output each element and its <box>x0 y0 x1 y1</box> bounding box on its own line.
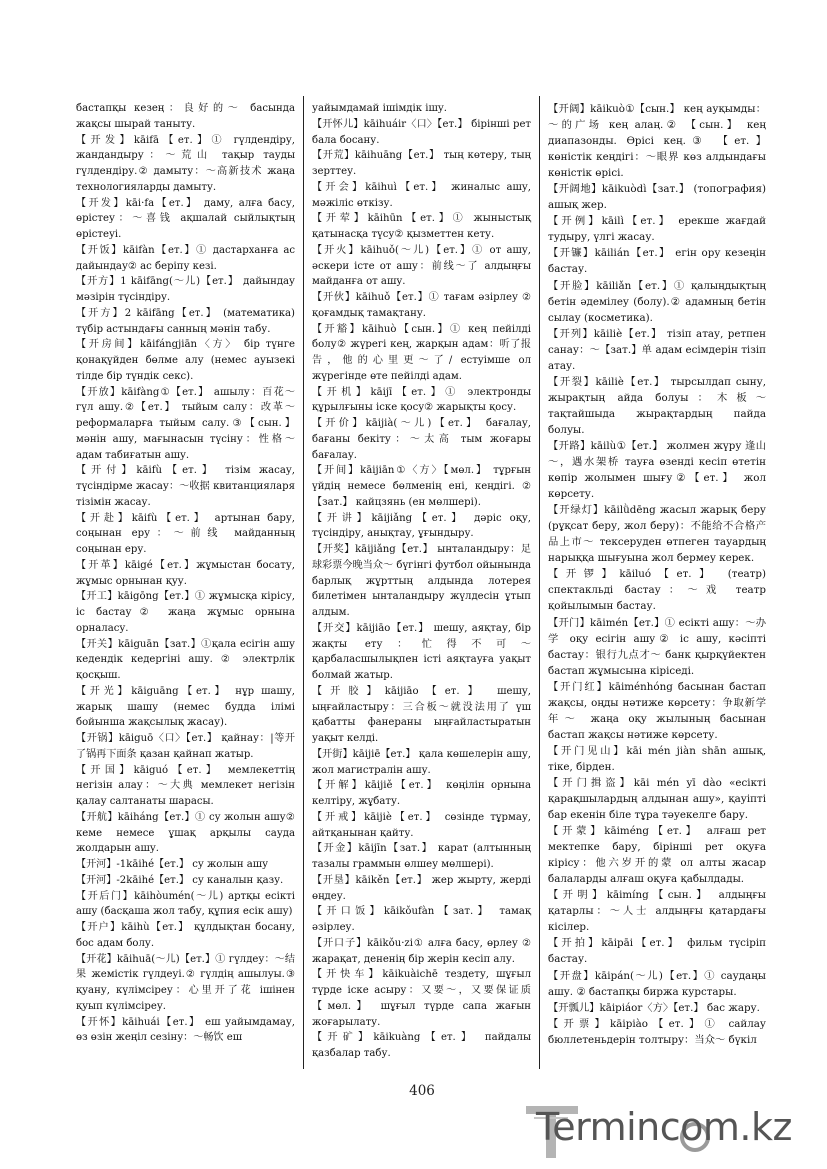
entry: 【开会】kāihuì【ет.】 жиналыс ашу, мәжіліс өткізу. <box>312 181 531 209</box>
entry: 【开方】2 kāifāng【ет.】 (математика) түбір астындағы санның мәнін табу. <box>76 307 295 335</box>
entry: 【开门红】kāiménhóng басынан бастап жақсы, оңды нәтиже көрсету：争取新学年～ жаңа оқу жылының басынан бастап жақсы нәтиже көрсету. <box>548 680 766 741</box>
entry: 【开花】kāihuā(～儿)【ет.】① гүлдеу：～结果 жемістік гүлдеуі.② гүлдің ашылуы.③ қуану, күлімсіреу：心里开了花 ішінен қуып күлімсіреу. <box>76 953 295 1012</box>
entry: 【开脸】kāiliǎn【ет.】① қалыңдықтың бетін әдемілеу (болу).② адамның бетін сылау (косметика). <box>548 279 766 324</box>
entry: 【开奖】kāijiǎng【ет.】 ынталандыру：足球彩票今晚当众～ бүгінгі футбол ойынында барлық жұрттың алдында лотерея билетімен ынталандыру жүлдесін ұтып алдым. <box>312 544 531 618</box>
entry: 【开门见山】kāi mén jiàn shān ашық, тіке, бірден. <box>548 744 766 773</box>
column-divider <box>539 96 540 1069</box>
entry: 【开赴】kāifù【ет.】 артынан бару, соңынан еру：～前线 майданның соңынан еру. <box>76 512 295 555</box>
entry: 【开例】kāilì【ет.】 ерекше жағдай тудыру, үлгі жасау. <box>548 215 766 244</box>
entry: 【开荒】kāihuāng【ет.】 тың көтеру, тың зерттеу. <box>312 150 531 177</box>
column-divider <box>303 96 304 1069</box>
entry: 【开河】-1kāihé【ет.】 су жолын ашу <box>76 859 269 870</box>
entry: 【开裂】kāiliè【ет.】 тырсылдап сыну, жырақтың айда болуы：木板～ тақтайшыда жырақтардың пайда болуы. <box>548 375 766 436</box>
entry: 【开拍】kāipāi【ет.】 фильм түсіріп бастау. <box>548 937 766 966</box>
entry: 【开锅】kāiguō〈口〉【ет.】 қайнау：|等开了锅再下面条 қазан қайнап жатыр. <box>76 733 295 760</box>
entry: 【开门】kāimén【ет.】① есікті ашу：～办学 оқу есігін ашу② іс ашу, кәсіпті бастау：银行九点才～ банк қырқүйектен бастап жұмысына кіріседі. <box>548 616 766 677</box>
page-number: 406 <box>409 1083 435 1099</box>
entry: 【开矿】kāikuàng【ет.】 пайдалы қазбалар табу. <box>312 1032 531 1059</box>
entry: 【开解】kāijiě【ет.】 көңілін орнына келтіру, жұбату. <box>312 780 531 807</box>
entry: 【开价】kāijià(～儿)【ет.】 бағалау, бағаны бекіту：～太高 тым жоғары бағалау. <box>312 418 531 461</box>
entry: 【开绿灯】kāilǜdēng жасыл жарық беру (рұқсат беру, жол беру)：不能给不合格产品上市～ тексеруден өтпеген тауардың нарыққа шығуына жол бермеу керек. <box>548 504 766 565</box>
entry: 【开发】kāi·fa【ет.】 даму, алға басу, өрістеу：～喜钱 ақшалай сыйлықтың өрістеуі. <box>76 197 295 240</box>
entry: 【开房间】kāifángjiān〈方〉 бір түнге қонақүйден бөлме алу (немес ауызекі тілде бір түндік секс). <box>76 339 295 382</box>
entry: 【开路】kāilù①【ет.】 жолмен жүру 逢山～，遇水架桥 тауға өзенді кесіп өтетін көпір жолымен шығу②【ет.】 жол көрсету. <box>548 439 766 501</box>
entry: 【开胶】kāijiāo【ет.】 шешу, ыңғайластыру：三合板～就没法用了 үш қабатты фанераны ыңғайластыратын уақыт келді. <box>312 685 531 744</box>
entry: 【开门揖盗】kāi mén yī dào «есікті қарақшылардың алдынан ашу», қауіпті бар екенін біле тұра тәуекелге бару. <box>548 776 766 822</box>
dictionary-column-3 <box>548 101 766 1048</box>
entry: 【开付】kāifù【ет.】 тізім жасау, түсіндірме жасау：～收据 квитанцияларя тізімін жасау. <box>76 465 295 508</box>
entry: 【开饭】kāifàn【ет.】① дастарханға ас дайындау② ас беріпу кезі. <box>76 244 295 272</box>
entry: 【开蒙】kāiméng【ет.】 алғаш рет мектепке бару, бірінші рет оқуға кірісу：他六岁开的蒙 ол алты жасар балаларды алғаш оқуға қабылдады. <box>548 825 766 886</box>
entry: 【开光】kāiguāng【ет.】 нұр шашу, жарық шашу (немес будда ілімі бойынша жақсылық жасау). <box>76 685 295 729</box>
entry: 【开金】kāijīn【зат.】 карат (алтынның тазалы граммын өлшеу мөлшері). <box>312 843 531 870</box>
entry: 【开镰】kāilián【ет.】 егін ору кезеңін бастау. <box>548 247 766 276</box>
entry: 【开豁】kāihuò【сын.】① кең пейілді болу② жүрегі кең, жарқын адам：听了报告，他的心里更～了/ естуімше ол жүрегінде өте пейілді адам. <box>312 323 531 382</box>
entry: 【开工】kāigōng【ет.】① жұмысқа кірісу, іс бастау② жаңа жұмыс орнына орналасу. <box>76 591 295 634</box>
entry: 【开口子】kāikǒu·zi① алға басу, өрлеу ② жарақат, дененің бір жерін кесіп алу. <box>312 937 531 965</box>
entry: 【开间】kāijiān①〈方〉【мөл.】 тұрғын үйдің немесе бөлменің ені, кеңдігі. ②【зат.】 кайцзянь (ен мөлшері). <box>312 465 531 508</box>
entry: 【开方】1 kāifāng(～儿)【ет.】 дайындау мәзірін түсіндіру. <box>76 276 295 303</box>
entry: уайымдамай ішімдік ішу. <box>312 103 448 114</box>
entry: 【开盘】kāipán(～儿)【ет.】① саудаңы ашу. ② бастапқы биржа курстары. <box>548 969 766 998</box>
entry: 【开发】kāifā【ет.】① гүлдендіру, жандандыру：～荒山 тақыр тауды гүлдендіру.② дамыту：～高新技术 жаңа технологияларды дамыту. <box>76 134 295 193</box>
dictionary-column-1 <box>76 101 295 1046</box>
entry: 【开关】kāiguān【зат.】①қала есігін ашу кедендік кедергіні ашу. ② электрлік қосқыш. <box>76 638 295 681</box>
entry: 【开讲】kāijiǎng【ет.】 дәріс оқу, түсіндіру, анықтау, ұғындыру. <box>312 512 531 540</box>
entry: 【开交】kāijiāo【ет.】 шешу, аяқтау, бір жақты ету：忙得不可～ қарбаласшылықпен істі аяқтауға уақыт болмай жатыр. <box>312 622 531 681</box>
watermark-text: Termincom.kz <box>536 1105 792 1149</box>
entry: 【开国】kāiguó【ет.】 мемлекеттің негізін алау：～大典 мемлекет негізін қалау салтанаты шарасы. <box>76 764 295 807</box>
entry: 【开明】kāimíng【сын.】 алдыңғы қатарлы：～人士 алдыңғы қатардағы кісілер. <box>548 889 766 934</box>
entry: 【开口饭】kāikǒufàn【зат.】 тамақ әзірлеу. <box>312 906 531 933</box>
dictionary-column-2 <box>312 101 531 1062</box>
entry: 【开航】kāiháng【ет.】① су жолын ашу② кеме немесе ұшақ арқылы сауда жолдарын ашу. <box>76 811 295 855</box>
entry: 【开阔】kāikuò①【сын.】 кең ауқымды：～的广场 кең алаң.② 【сын.】 кең диапазонды. Өрісі кең.③ 【ет.】 көністік кеңдігі：～眼界 көз алдындағы көністік өрісі. <box>548 103 766 180</box>
entry: 【开河】-2kāihé【ет.】 су каналын қазу. <box>76 874 284 886</box>
entry: 【开火】kāihuǒ(～儿)【ет.】① от ашу, әскери істе от ашу：前线～了 алдыңғы майданға от ашу. <box>312 244 531 288</box>
entry: 【开阔地】kāikuòdì【зат.】 (топография) ашық жер. <box>548 183 766 212</box>
entry: 【开瓢儿】kāipiáor〈方〉【ет.】 бас жару. <box>548 1001 760 1014</box>
entry: 【开怀儿】kāihuáir〈口〉【ет.】 бірінші рет бала босану. <box>312 118 531 146</box>
entry: 【开列】kāiliè【ет.】 тізіп атау, ретпен санау：～【зат.】单 адам есімдерін тізіп атау. <box>548 327 766 372</box>
entry: 【开伙】kāihuǒ【ет.】① тағам әзірлеу ② қоғамдық тамақтану. <box>312 292 531 319</box>
entry: 【开锣】kāiluó【ет.】 (театр) спектакльді бастау：～戏 театр қойылымын бастау. <box>548 568 766 613</box>
entry: бастапқы кезең：良好的～ басында жақсы шырай таныту. <box>76 103 295 130</box>
entry: 【开革】kāigé【ет.】жұмыстан босату, жұмыс орнынан қуу. <box>76 559 295 587</box>
entry: 【开怀】kāihuái【ет.】 еш уайымдамау, өз өзін жеңіл сезіну：～畅饮 еш <box>76 1016 295 1044</box>
entry: 【开户】kāihù【ет.】 құлдықтан босану, бос адам болу. <box>76 922 295 949</box>
entry: 【开垦】kāikěn【ет.】 жер жырту, жерді өңдеу. <box>312 874 531 902</box>
entry: 【开戒】kāijiè【ет.】 сөзінде тұрмау, айтқанынан қайту. <box>312 811 531 839</box>
entry: 【开荤】kāihūn【ет.】① жыныстық қатынасқа түсу② қызметтен кету. <box>312 213 531 240</box>
entry: 【开放】kāifàng①【ет.】 ашылу：百花～ гүл ашу.②【ет.】 тыйым салу：改革～ реформаларға тыйым салу.③【сын.】 мәнін ашу, мағынасын түсіну：性格～ адам табиғатын ашу. <box>76 386 295 461</box>
entry: 【开后门】kāihòumén(～儿) артқы есікті ашу (басқаша жол табу, құпия есік ашу) <box>76 890 295 918</box>
entry: 【开票】kāipiào【ет.】① сайлау бюллетеньдерін толтыру：当众～ бүкіл <box>548 1017 766 1046</box>
entry: 【开街】kāijiē【ет.】 қала көшелерін ашу, жол магистралін ашу. <box>312 748 531 776</box>
entry: 【开机】kāijī【ет.】① электронды құрылғыны іске қосу② жарықты қосу. <box>312 386 531 414</box>
entry: 【开快车】kāikuàichē тездету, шұғыл түрде іске асыру：又要～，又要保证质【мөл.】 шұғыл түрде сапа жағын жоғарылату. <box>312 969 531 1028</box>
